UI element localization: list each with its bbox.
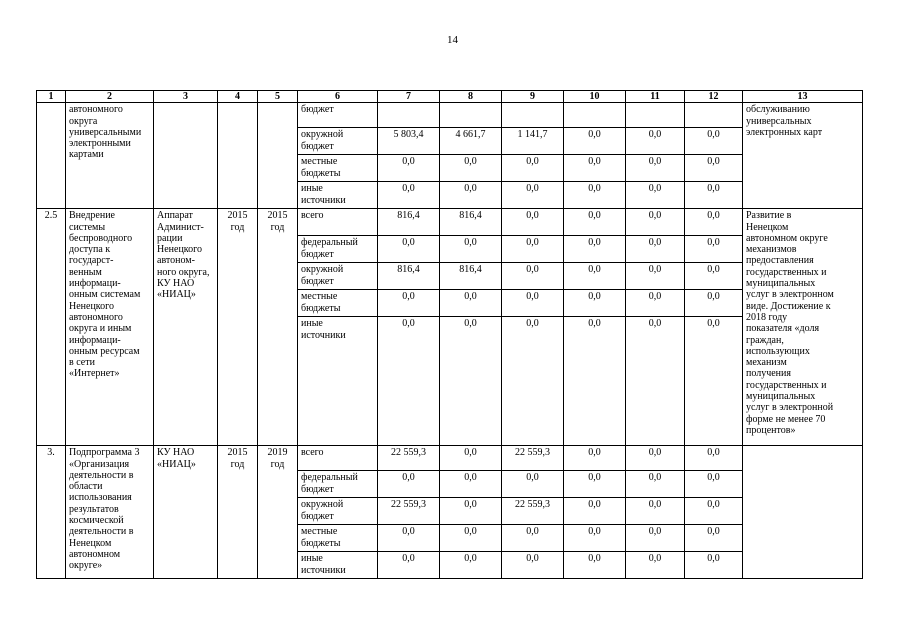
source-cell: иные источники bbox=[298, 182, 378, 209]
source-cell: федеральный бюджет bbox=[298, 236, 378, 263]
value-cell: 816,4 bbox=[440, 263, 502, 290]
column-header: 5 bbox=[258, 91, 298, 103]
column-header: 12 bbox=[685, 91, 743, 103]
item-number: 3. bbox=[37, 446, 66, 579]
source-cell: местные бюджеты bbox=[298, 155, 378, 182]
value-cell: 0,0 bbox=[626, 471, 685, 498]
value-cell: 22 559,3 bbox=[378, 446, 440, 471]
value-cell: 0,0 bbox=[564, 471, 626, 498]
value-cell: 0,0 bbox=[626, 317, 685, 446]
column-header: 8 bbox=[440, 91, 502, 103]
value-cell: 0,0 bbox=[564, 498, 626, 525]
value-cell: 0,0 bbox=[502, 236, 564, 263]
value-cell: 0,0 bbox=[440, 525, 502, 552]
table-row bbox=[37, 209, 863, 236]
value-cell bbox=[564, 103, 626, 128]
source-cell: окружной бюджет bbox=[298, 498, 378, 525]
program-table bbox=[36, 90, 863, 579]
source-cell: всего bbox=[298, 446, 378, 471]
item-start: 2015 год bbox=[218, 209, 258, 446]
value-cell: 0,0 bbox=[685, 155, 743, 182]
value-cell: 0,0 bbox=[502, 263, 564, 290]
value-cell: 0,0 bbox=[685, 446, 743, 471]
value-cell: 0,0 bbox=[440, 182, 502, 209]
value-cell: 0,0 bbox=[626, 236, 685, 263]
value-cell: 0,0 bbox=[626, 209, 685, 236]
value-cell: 0,0 bbox=[502, 525, 564, 552]
column-header: 7 bbox=[378, 91, 440, 103]
value-cell bbox=[378, 103, 440, 128]
value-cell: 0,0 bbox=[440, 317, 502, 446]
item-result bbox=[743, 446, 863, 579]
value-cell: 0,0 bbox=[378, 317, 440, 446]
value-cell: 0,0 bbox=[378, 290, 440, 317]
value-cell: 0,0 bbox=[685, 525, 743, 552]
header-row bbox=[37, 91, 863, 103]
item-executor: КУ НАО «НИАЦ» bbox=[154, 446, 218, 579]
value-cell: 0,0 bbox=[626, 525, 685, 552]
column-header: 4 bbox=[218, 91, 258, 103]
value-cell: 0,0 bbox=[378, 471, 440, 498]
value-cell: 0,0 bbox=[626, 498, 685, 525]
source-cell: бюджет bbox=[298, 103, 378, 128]
value-cell: 0,0 bbox=[685, 128, 743, 155]
value-cell: 0,0 bbox=[685, 498, 743, 525]
value-cell: 0,0 bbox=[440, 236, 502, 263]
value-cell bbox=[502, 103, 564, 128]
item-name: Внедрение системы беспроводного доступа к государст- венным информаци- онным системам Ненецкого автономного округа и иным информаци- онным ресурсам в сети «Интернет» bbox=[66, 209, 154, 446]
item-start: 2015 год bbox=[218, 446, 258, 579]
value-cell: 0,0 bbox=[685, 182, 743, 209]
column-header: 13 bbox=[743, 91, 863, 103]
value-cell: 0,0 bbox=[564, 290, 626, 317]
item-end: 2015 год bbox=[258, 209, 298, 446]
value-cell: 0,0 bbox=[685, 290, 743, 317]
value-cell: 0,0 bbox=[564, 552, 626, 579]
value-cell: 0,0 bbox=[626, 128, 685, 155]
value-cell: 0,0 bbox=[502, 182, 564, 209]
value-cell: 0,0 bbox=[685, 236, 743, 263]
column-header: 10 bbox=[564, 91, 626, 103]
value-cell bbox=[626, 103, 685, 128]
value-cell: 0,0 bbox=[564, 263, 626, 290]
column-header: 9 bbox=[502, 91, 564, 103]
value-cell: 0,0 bbox=[685, 263, 743, 290]
source-cell: федеральный бюджет bbox=[298, 471, 378, 498]
value-cell: 4 661,7 bbox=[440, 128, 502, 155]
item-result: Развитие в Ненецком автономном округе механизмов предоставления государственных и муниципальных услуг в электронном виде. Достижение к 2018 году показателя «доля граждан, использующих механизм получения государственных и муниципальных услуг в электронной форме не менее 70 процентов» bbox=[743, 209, 863, 446]
column-header: 6 bbox=[298, 91, 378, 103]
value-cell bbox=[685, 103, 743, 128]
value-cell: 0,0 bbox=[378, 155, 440, 182]
value-cell: 0,0 bbox=[440, 552, 502, 579]
value-cell: 22 559,3 bbox=[378, 498, 440, 525]
value-cell: 0,0 bbox=[440, 498, 502, 525]
value-cell: 0,0 bbox=[626, 182, 685, 209]
value-cell: 0,0 bbox=[564, 209, 626, 236]
value-cell: 5 803,4 bbox=[378, 128, 440, 155]
value-cell: 0,0 bbox=[378, 525, 440, 552]
value-cell: 0,0 bbox=[564, 236, 626, 263]
table-row bbox=[37, 446, 863, 471]
value-cell: 0,0 bbox=[564, 155, 626, 182]
value-cell: 0,0 bbox=[502, 155, 564, 182]
value-cell: 0,0 bbox=[378, 182, 440, 209]
value-cell: 0,0 bbox=[685, 209, 743, 236]
source-cell: местные бюджеты bbox=[298, 525, 378, 552]
value-cell: 0,0 bbox=[564, 525, 626, 552]
value-cell: 22 559,3 bbox=[502, 446, 564, 471]
value-cell: 0,0 bbox=[502, 552, 564, 579]
source-cell: окружной бюджет bbox=[298, 263, 378, 290]
item-name: автономного округа универсальными электронными картами bbox=[66, 103, 154, 209]
column-header: 3 bbox=[154, 91, 218, 103]
value-cell: 0,0 bbox=[564, 128, 626, 155]
value-cell: 816,4 bbox=[378, 209, 440, 236]
table-row bbox=[37, 103, 863, 128]
value-cell: 0,0 bbox=[564, 182, 626, 209]
value-cell: 0,0 bbox=[440, 471, 502, 498]
value-cell: 816,4 bbox=[440, 209, 502, 236]
value-cell: 0,0 bbox=[502, 290, 564, 317]
item-executor bbox=[154, 103, 218, 209]
item-result: обслуживанию универсальных электронных карт bbox=[743, 103, 863, 209]
value-cell: 0,0 bbox=[685, 471, 743, 498]
value-cell: 22 559,3 bbox=[502, 498, 564, 525]
value-cell: 1 141,7 bbox=[502, 128, 564, 155]
value-cell: 0,0 bbox=[440, 155, 502, 182]
source-cell: окружной бюджет bbox=[298, 128, 378, 155]
item-name: Подпрограмма 3 «Организация деятельности в области использования результатов космической деятельности в Ненецком автономном округе» bbox=[66, 446, 154, 579]
column-header: 11 bbox=[626, 91, 685, 103]
value-cell: 0,0 bbox=[685, 552, 743, 579]
value-cell: 0,0 bbox=[626, 263, 685, 290]
item-executor: Аппарат Админист- рации Ненецкого автоном- ного округа, КУ НАО «НИАЦ» bbox=[154, 209, 218, 446]
column-header: 2 bbox=[66, 91, 154, 103]
value-cell: 0,0 bbox=[685, 317, 743, 446]
value-cell: 0,0 bbox=[626, 155, 685, 182]
value-cell: 0,0 bbox=[564, 317, 626, 446]
source-cell: местные бюджеты bbox=[298, 290, 378, 317]
value-cell: 0,0 bbox=[440, 290, 502, 317]
value-cell: 0,0 bbox=[378, 236, 440, 263]
value-cell: 0,0 bbox=[626, 552, 685, 579]
value-cell bbox=[440, 103, 502, 128]
value-cell: 816,4 bbox=[378, 263, 440, 290]
page-number: 14 bbox=[447, 34, 458, 46]
value-cell: 0,0 bbox=[626, 446, 685, 471]
value-cell: 0,0 bbox=[440, 446, 502, 471]
source-cell: всего bbox=[298, 209, 378, 236]
value-cell: 0,0 bbox=[502, 317, 564, 446]
value-cell: 0,0 bbox=[378, 552, 440, 579]
value-cell: 0,0 bbox=[502, 471, 564, 498]
source-cell: иные источники bbox=[298, 552, 378, 579]
item-end bbox=[258, 103, 298, 209]
source-cell: иные источники bbox=[298, 317, 378, 446]
value-cell: 0,0 bbox=[502, 209, 564, 236]
value-cell: 0,0 bbox=[564, 446, 626, 471]
column-header: 1 bbox=[37, 91, 66, 103]
item-number: 2.5 bbox=[37, 209, 66, 446]
item-number bbox=[37, 103, 66, 209]
item-start bbox=[218, 103, 258, 209]
value-cell: 0,0 bbox=[626, 290, 685, 317]
item-end: 2019 год bbox=[258, 446, 298, 579]
